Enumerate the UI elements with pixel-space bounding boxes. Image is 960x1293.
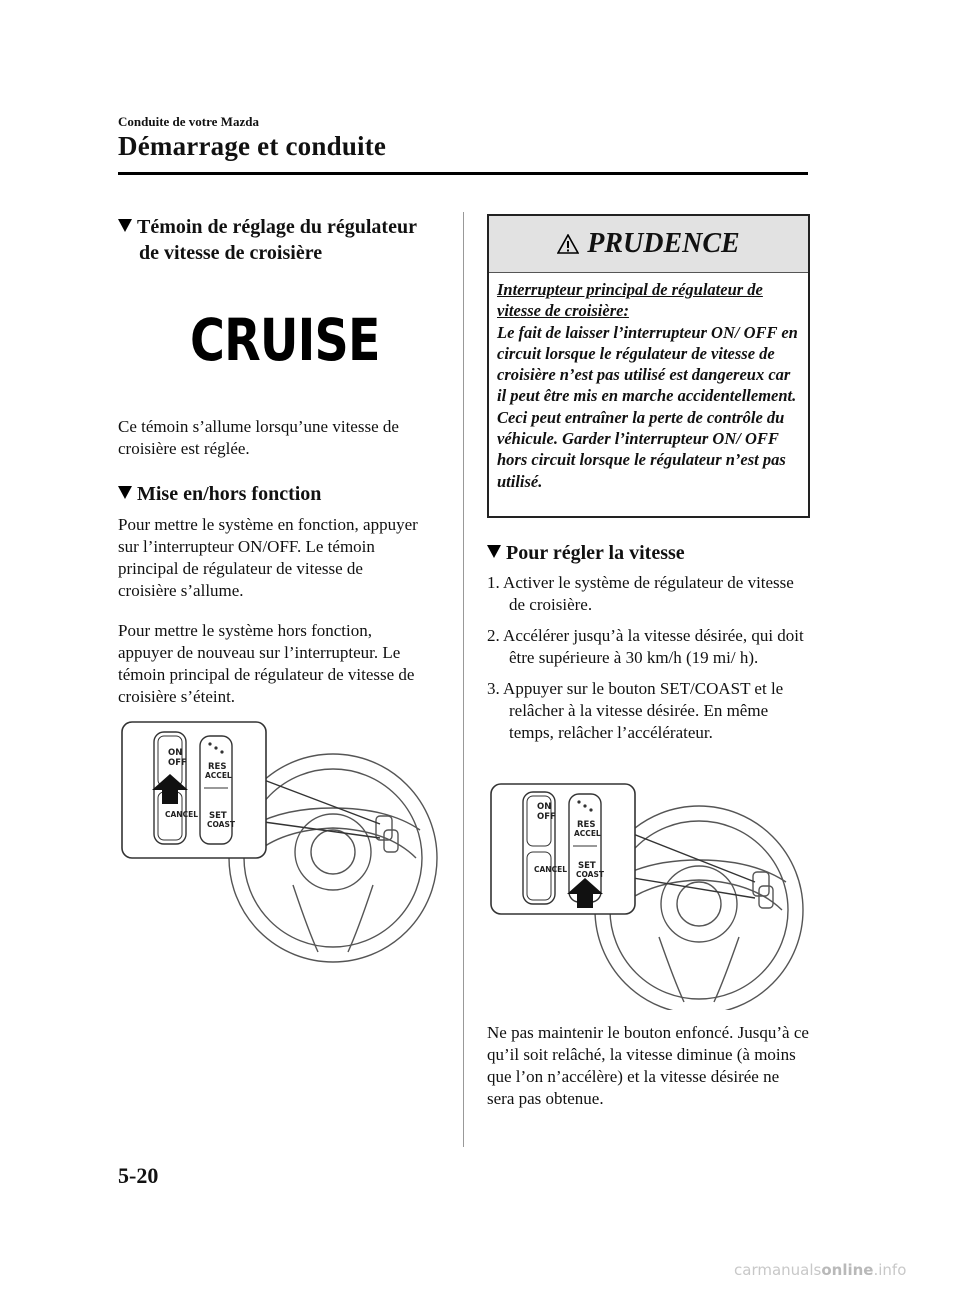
heading-set-speed xyxy=(487,540,807,566)
caution-subtitle: Interrupteur principal de régulateur de vitesse de croisière: xyxy=(497,280,763,321)
step-item: 1. Activer le système de régulateur de vitesse de croisière. xyxy=(487,573,794,614)
footer-watermark: carmanualsonline.info xyxy=(734,1261,907,1279)
label-accel: ACCEL xyxy=(574,829,601,838)
caution-text: Le fait de laisser l’interrupteur ON/ OFF en circuit lorsque le régulateur de vitesse de croisière n’est pas utilisé est dangereux car il peut être mis en marche accidentellement. Ceci peut entraîner la perte de contrôle du véhicule. Garder l’interrupteur ON/ OFF hors circuit lorsque le régulateur n’est pas utilisé. xyxy=(497,322,798,491)
label-off: OFF xyxy=(537,812,556,822)
label-cancel: CANCEL xyxy=(534,865,567,874)
caution-header xyxy=(489,216,808,273)
paragraph-off: Pour mettre le système hors fonction, appuyer de nouveau sur l’interrupteur. Le témoin principal de régulateur de vitesse de croisière s’éteint. xyxy=(118,621,415,706)
caution-body xyxy=(489,273,808,492)
label-set: SET xyxy=(578,861,596,871)
caution-title: PRUDENCE xyxy=(587,228,740,259)
label-cancel: CANCEL xyxy=(165,810,198,819)
label-on: ON xyxy=(168,748,183,758)
label-coast: COAST xyxy=(576,870,605,879)
paragraph-hold-warning: Ne pas maintenir le bouton enfoncé. Jusqu’à ce qu’il soit relâché, la vitesse diminue (à moins que l’on n’accélère) et la vitesse désirée ne sera pas obtenue. xyxy=(487,1023,809,1108)
warning-triangle-icon xyxy=(557,234,579,254)
section-title: Conduite de votre Mazda xyxy=(118,114,259,129)
steps-list xyxy=(487,572,809,753)
caution-box xyxy=(487,214,810,518)
figure-set-coast-switch xyxy=(487,780,809,1010)
heading-text: Mise en/hors fonction xyxy=(137,483,322,505)
label-on: ON xyxy=(537,802,552,812)
page-number: 5-20 xyxy=(118,1163,159,1188)
cruise-indicator-symbol: CRUISE xyxy=(190,306,380,374)
label-set: SET xyxy=(209,811,227,821)
column-separator xyxy=(463,212,464,1147)
chapter-title: Démarrage et conduite xyxy=(118,131,387,161)
step-item: 3. Appuyer sur le bouton SET/COAST et le relâcher à la vitesse désirée. En même temps, relâcher l’accélérateur. xyxy=(487,679,784,742)
figure-on-off-switch xyxy=(118,720,438,1000)
heading-text: Pour régler la vitesse xyxy=(506,542,685,564)
label-coast: COAST xyxy=(207,820,236,829)
triangle-bullet-icon xyxy=(118,486,132,499)
label-accel: ACCEL xyxy=(205,771,232,780)
heading-cruise-indicator xyxy=(118,214,438,266)
label-res: RES xyxy=(208,762,227,772)
step-item: 2. Accélérer jusqu’à la vitesse désirée, qui doit être supérieure à 30 km/h (19 mi/ h). xyxy=(487,626,804,667)
heading-on-off xyxy=(118,481,438,507)
label-res: RES xyxy=(577,820,596,830)
header-rule xyxy=(118,172,808,175)
label-off: OFF xyxy=(168,758,187,768)
triangle-bullet-icon xyxy=(118,219,132,232)
triangle-bullet-icon xyxy=(487,545,501,558)
paragraph-indicator: Ce témoin s’allume lorsqu’une vitesse de croisière est réglée. xyxy=(118,417,399,458)
paragraph-on: Pour mettre le système en fonction, appuyer sur l’interrupteur ON/OFF. Le témoin principal de régulateur de vitesse de croisière s’allume. xyxy=(118,515,418,600)
heading-text: Témoin de réglage du régulateur de vitesse de croisière xyxy=(137,216,417,264)
